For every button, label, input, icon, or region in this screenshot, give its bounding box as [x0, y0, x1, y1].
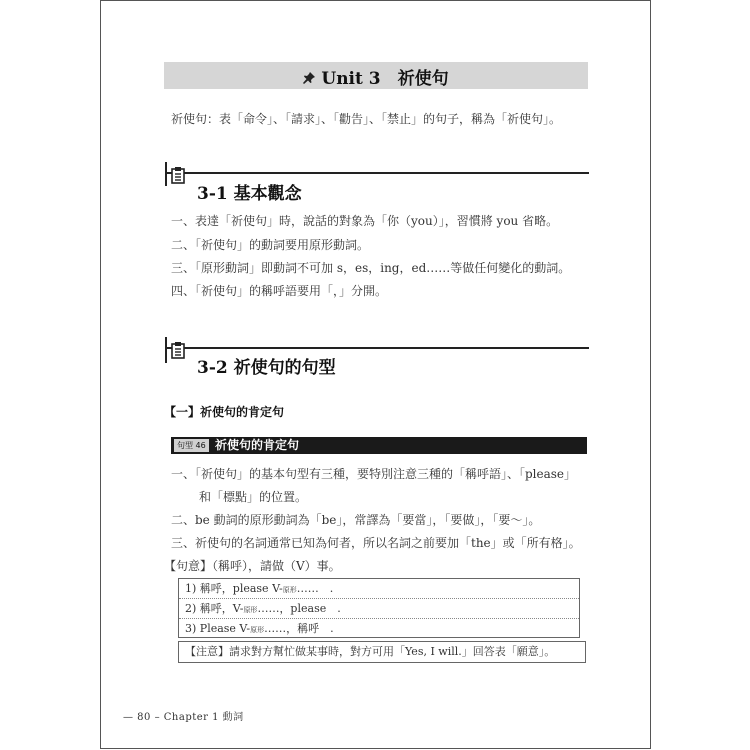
section1-item: 四、「祈使句」的稱呼語要用「，」分開。	[171, 284, 388, 298]
section-heading-rule	[165, 347, 589, 349]
sub-heading: 【一】祈使句的肯定句	[164, 405, 285, 419]
section2-item: 一、「祈使句」的基本句型有三種，要特別注意三種的「稱呼語」、「please」	[171, 467, 577, 481]
section2-item: 和「標點」的位置。	[199, 490, 308, 504]
section1-item: 二、「祈使句」的動詞要用原形動詞。	[171, 238, 370, 252]
section-heading-rule	[165, 172, 589, 174]
meaning-line: 【句意】（稱呼），請做（V）事。	[164, 559, 341, 573]
pattern-row: 2) 稱呼，V-原形……，please .	[185, 602, 341, 615]
pattern-row: 1) 稱呼，please V-原形…… .	[185, 582, 334, 595]
dotted-divider	[179, 598, 579, 599]
unit-title-bar	[164, 62, 588, 89]
clipboard-icon	[170, 166, 188, 184]
unit-title	[164, 64, 588, 89]
pattern-title: 祈使句的肯定句	[215, 438, 300, 452]
section-heading-vline	[165, 162, 167, 186]
intro-text: 祈使句：表「命令」、「請求」、「勸告」、「禁止」的句子，稱為「祈使句」。	[171, 112, 562, 126]
section1-item: 三、「原形動詞」即動詞不可加 s，es，ing，ed……等做任何變化的動詞。	[171, 261, 571, 275]
section-heading-vline	[165, 337, 167, 363]
section-title: 3-1 基本觀念	[197, 184, 302, 204]
book-page	[100, 0, 651, 749]
note-text: 【注意】請求對方幫忙做某事時，對方可用「Yes, I will.」回答表「願意」。	[185, 645, 556, 658]
section-title: 3-2 祈使句的句型	[197, 358, 336, 378]
pattern-row: 3) Please V-原形……，稱呼 .	[185, 622, 334, 635]
clipboard-icon	[170, 341, 188, 359]
unit-title-text: Unit 3 祈使句	[321, 69, 449, 89]
dotted-divider	[179, 618, 579, 619]
section2-item: 二、be 動詞的原形動詞為「be」，常譯為「要當」，「要做」，「要～」。	[171, 513, 541, 527]
pattern-box	[178, 578, 580, 638]
section1-item: 一、表達「祈使句」時，說話的對象為「你（you）」，習慣將 you 省略。	[171, 214, 559, 228]
pushpin-icon	[303, 72, 315, 88]
section2-item: 三、祈使句的名詞通常已知為何者，所以名詞之前要加「the」或「所有格」。	[171, 536, 581, 550]
pattern-bar	[171, 437, 587, 454]
pattern-tag: 句型 46	[174, 439, 209, 452]
note-box	[178, 641, 586, 663]
page-footer: — 80 – Chapter 1 動詞	[123, 712, 244, 723]
